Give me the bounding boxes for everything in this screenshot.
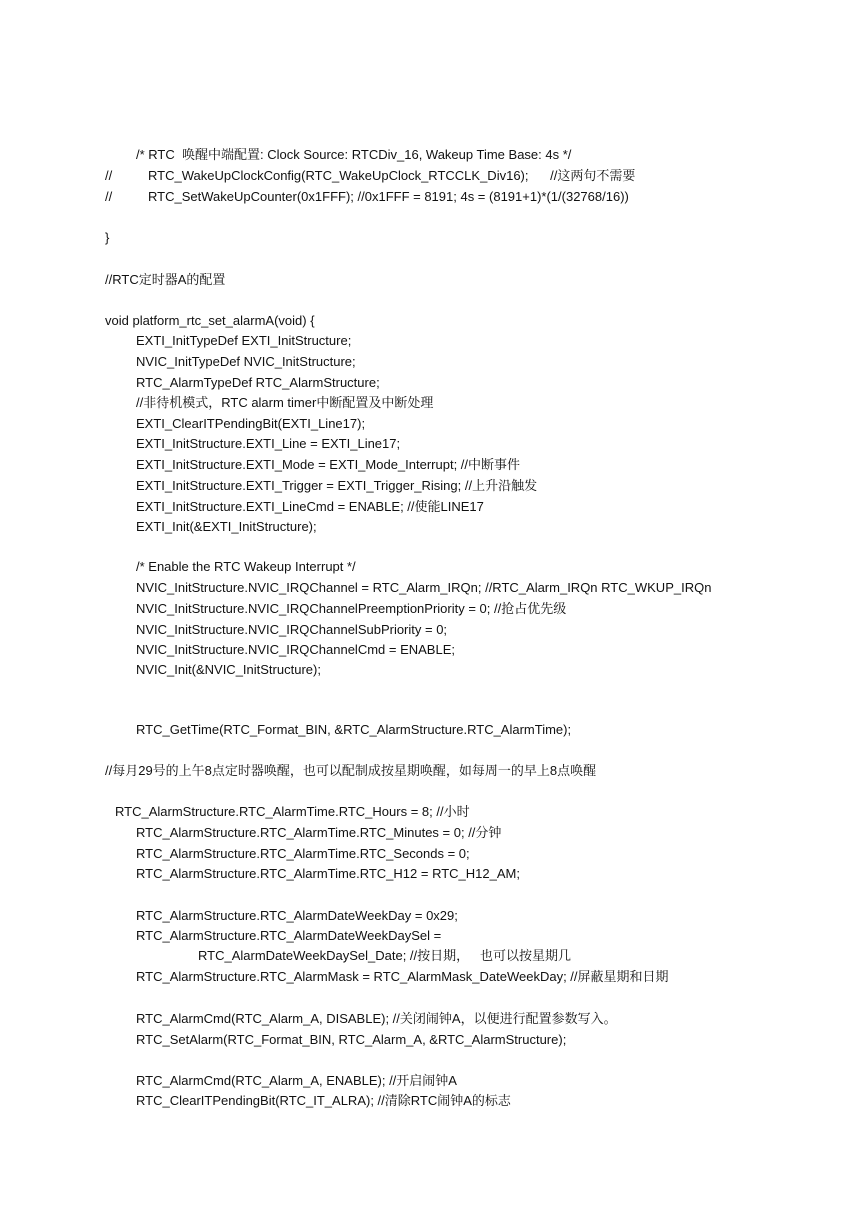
code-line: RTC_SetAlarm(RTC_Format_BIN, RTC_Alarm_A, &RTC_AlarmStructure);: [136, 1032, 567, 1047]
code-closing-brace: }: [105, 230, 110, 245]
code-comment: //每月29号的上午8点定时器唤醒，也可以配制成按星期唤醒，如每周一的早上8点唤醒: [105, 763, 597, 778]
code-line: RTC_AlarmStructure.RTC_AlarmTime.RTC_Minutes = 0; //分钟: [136, 825, 502, 840]
code-comment: //非待机模式，RTC alarm timer中断配置及中断处理: [136, 395, 434, 410]
code-line: EXTI_InitStructure.EXTI_Trigger = EXTI_Trigger_Rising; //上升沿触发: [136, 478, 538, 493]
code-line-wakeup-counter: RTC_SetWakeUpCounter(0x1FFF); //0x1FFF = 8191; 4s = (8191+1)*(1/(32768/16)): [148, 189, 629, 204]
code-line-wakeup-clock: RTC_WakeUpClockConfig(RTC_WakeUpClock_RTCCLK_Div16); //这两句不需要: [148, 168, 636, 183]
comment-marker: //: [105, 189, 113, 204]
code-line: EXTI_InitStructure.EXTI_LineCmd = ENABLE; //使能LINE17: [136, 499, 484, 514]
code-line: RTC_GetTime(RTC_Format_BIN, &RTC_AlarmStructure.RTC_AlarmTime);: [136, 722, 572, 737]
code-line: RTC_AlarmCmd(RTC_Alarm_A, DISABLE); //关闭闹钟A，以便进行配置参数写入。: [136, 1011, 617, 1026]
code-line: NVIC_InitStructure.NVIC_IRQChannel = RTC_Alarm_IRQn; //RTC_Alarm_IRQn RTC_WKUP_IRQn: [136, 580, 712, 595]
code-line: RTC_AlarmStructure.RTC_AlarmDateWeekDaySel =: [136, 928, 442, 943]
code-line: RTC_AlarmTypeDef RTC_AlarmStructure;: [136, 375, 380, 390]
code-line: RTC_AlarmStructure.RTC_AlarmDateWeekDay = 0x29;: [136, 908, 458, 923]
code-line: RTC_AlarmStructure.RTC_AlarmTime.RTC_H12 = RTC_H12_AM;: [136, 866, 520, 881]
code-comment: /* Enable the RTC Wakeup Interrupt */: [136, 559, 356, 574]
code-line: EXTI_InitStructure.EXTI_Line = EXTI_Line17;: [136, 436, 401, 451]
code-line: NVIC_InitStructure.NVIC_IRQChannelPreemptionPriority = 0; //抢占优先级: [136, 601, 567, 616]
code-line: EXTI_ClearITPendingBit(EXTI_Line17);: [136, 416, 366, 431]
code-function-signature: void platform_rtc_set_alarmA(void) {: [105, 313, 315, 328]
code-line: RTC_AlarmDateWeekDaySel_Date; //按日期， 也可以按星期几: [198, 948, 571, 963]
code-line: EXTI_InitTypeDef EXTI_InitStructure;: [136, 333, 352, 348]
comment-marker: //: [105, 168, 113, 183]
code-line: NVIC_InitStructure.NVIC_IRQChannelCmd = ENABLE;: [136, 642, 455, 657]
code-line: NVIC_Init(&NVIC_InitStructure);: [136, 662, 321, 677]
code-line: NVIC_InitTypeDef NVIC_InitStructure;: [136, 354, 356, 369]
code-line: NVIC_InitStructure.NVIC_IRQChannelSubPriority = 0;: [136, 622, 448, 637]
code-line: RTC_AlarmStructure.RTC_AlarmTime.RTC_Seconds = 0;: [136, 846, 470, 861]
code-line: RTC_ClearITPendingBit(RTC_IT_ALRA); //清除RTC闹钟A的标志: [136, 1093, 511, 1108]
code-line: RTC_AlarmCmd(RTC_Alarm_A, ENABLE); //开启闹钟A: [136, 1073, 457, 1088]
code-line: EXTI_Init(&EXTI_InitStructure);: [136, 519, 317, 534]
code-line: RTC_AlarmStructure.RTC_AlarmTime.RTC_Hours = 8; //小时: [115, 804, 470, 819]
code-comment-heading: //RTC定时器A的配置: [105, 272, 226, 287]
code-comment-wakeup-config: /* RTC 唤醒中端配置: Clock Source: RTCDiv_16, Wakeup Time Base: 4s */: [136, 147, 572, 162]
code-line: RTC_AlarmStructure.RTC_AlarmMask = RTC_AlarmMask_DateWeekDay; //屏蔽星期和日期: [136, 969, 669, 984]
code-line: EXTI_InitStructure.EXTI_Mode = EXTI_Mode_Interrupt; //中断事件: [136, 457, 521, 472]
